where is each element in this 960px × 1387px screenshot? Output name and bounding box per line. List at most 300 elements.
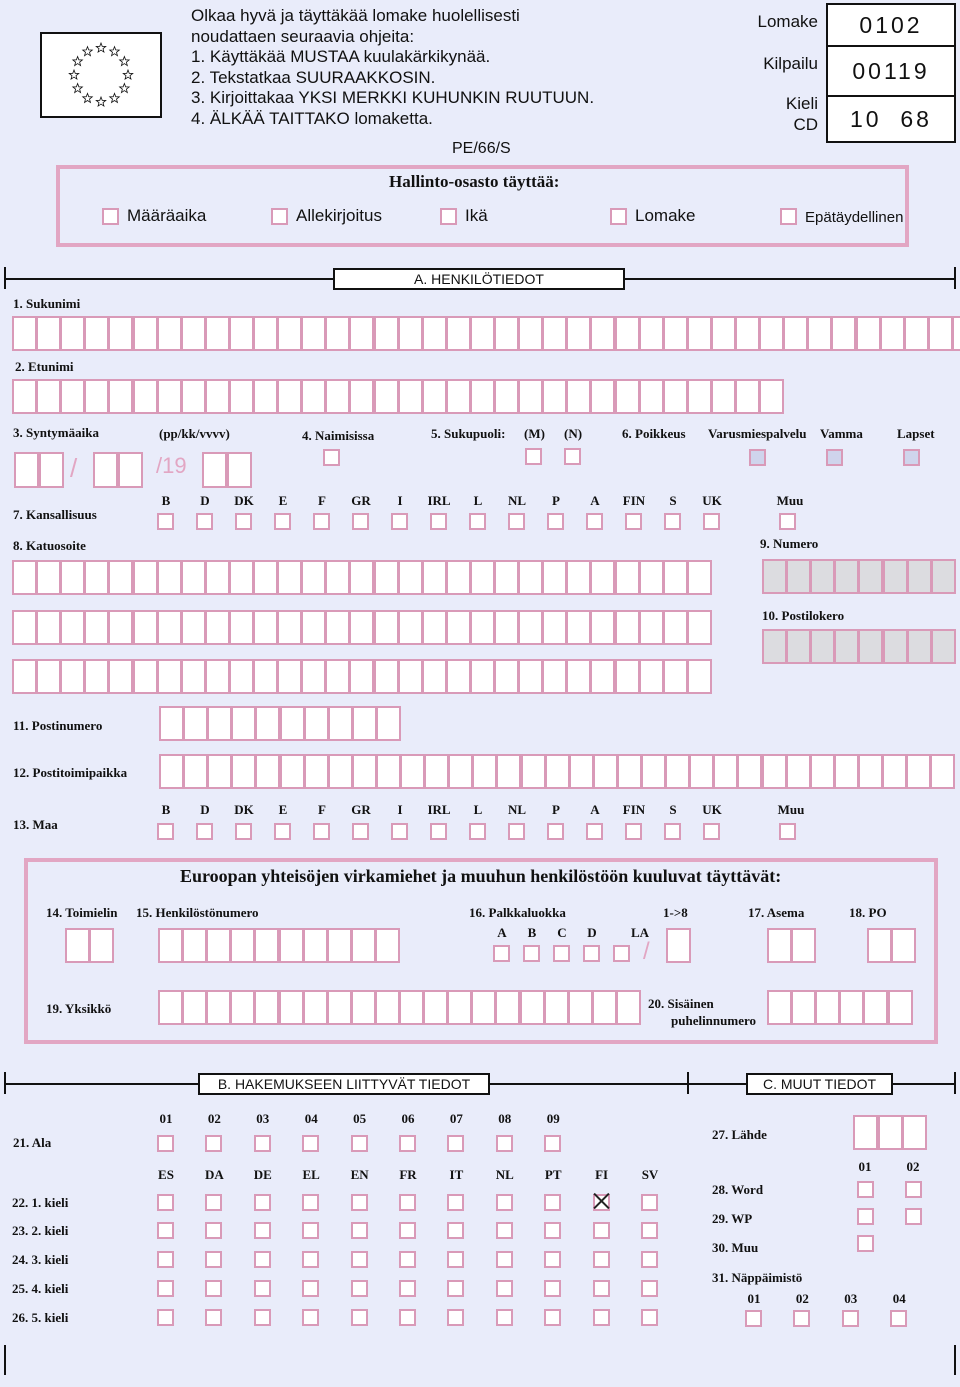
etunimi-cell[interactable] xyxy=(735,379,760,414)
katuosoite-cell[interactable] xyxy=(325,560,350,595)
ala-checkbox-07[interactable] xyxy=(447,1135,464,1152)
checkbox-vamma[interactable] xyxy=(826,449,843,466)
katuosoite-cell[interactable] xyxy=(301,610,326,645)
katuosoite-cell[interactable] xyxy=(590,659,615,694)
postitoimipaikka-cell[interactable] xyxy=(762,754,787,789)
sisainen-puhelin-cell[interactable] xyxy=(863,990,888,1025)
birth-date-cell[interactable] xyxy=(39,452,64,488)
keyboard-checkbox-04[interactable] xyxy=(890,1310,907,1327)
maa-checkbox-dk[interactable] xyxy=(235,823,252,840)
kansallisuus-checkbox-irl[interactable] xyxy=(430,513,447,530)
postitoimipaikka-cell[interactable] xyxy=(231,754,256,789)
lang-5-checkbox-es[interactable] xyxy=(157,1309,174,1326)
checkbox-lapset[interactable] xyxy=(903,449,920,466)
katuosoite-cell[interactable] xyxy=(36,610,61,645)
yksikko-cell[interactable] xyxy=(230,990,255,1025)
lang-5-checkbox-fr[interactable] xyxy=(399,1309,416,1326)
katuosoite-cell[interactable] xyxy=(446,610,471,645)
postilokero-cell[interactable] xyxy=(762,629,787,664)
sukunimi-cell[interactable] xyxy=(807,316,832,351)
lang-5-checkbox-da[interactable] xyxy=(205,1309,222,1326)
ala-checkbox-04[interactable] xyxy=(302,1135,319,1152)
postitoimipaikka-cell[interactable] xyxy=(882,754,907,789)
postinumero-cell[interactable] xyxy=(255,706,280,741)
grade-checkbox-a[interactable] xyxy=(493,945,510,962)
sukunimi-cell[interactable] xyxy=(952,316,960,351)
etunimi-cell[interactable] xyxy=(229,379,254,414)
yksikko-cell[interactable] xyxy=(520,990,545,1025)
sisainen-puhelin-cell[interactable] xyxy=(839,990,864,1025)
sukunimi-cell[interactable] xyxy=(157,316,182,351)
katuosoite-cell[interactable] xyxy=(253,560,278,595)
sukunimi-cell[interactable] xyxy=(60,316,85,351)
kansallisuus-checkbox-f[interactable] xyxy=(313,513,330,530)
checkbox-word-01[interactable] xyxy=(857,1181,874,1198)
henkilostonumero-cell[interactable] xyxy=(230,928,255,963)
sukunimi-cell[interactable] xyxy=(735,316,760,351)
yksikko-cell[interactable] xyxy=(303,990,328,1025)
katuosoite-cell[interactable] xyxy=(663,659,688,694)
yksikko-cell[interactable] xyxy=(568,990,593,1025)
sukunimi-cell[interactable] xyxy=(663,316,688,351)
lang-1-checkbox-da[interactable] xyxy=(205,1194,222,1211)
birth-date-cell[interactable] xyxy=(202,452,227,488)
maa-checkbox-uk[interactable] xyxy=(703,823,720,840)
maa-checkbox-b[interactable] xyxy=(157,823,174,840)
sukunimi-cell[interactable] xyxy=(928,316,953,351)
sisainen-puhelin-cell[interactable] xyxy=(815,990,840,1025)
lang-3-checkbox-el[interactable] xyxy=(302,1251,319,1268)
katuosoite-cell[interactable] xyxy=(470,610,495,645)
lang-4-checkbox-el[interactable] xyxy=(302,1280,319,1297)
lang-3-checkbox-fi[interactable] xyxy=(593,1251,610,1268)
katuosoite-cell[interactable] xyxy=(36,560,61,595)
postitoimipaikka-cell[interactable] xyxy=(255,754,280,789)
admin-checkbox-5[interactable] xyxy=(780,208,797,225)
henkilostonumero-cell[interactable] xyxy=(351,928,376,963)
postitoimipaikka-cell[interactable] xyxy=(496,754,521,789)
katuosoite-cell[interactable] xyxy=(374,610,399,645)
sisainen-puhelin-cell[interactable] xyxy=(888,990,913,1025)
checkbox-kansallisuus-muu[interactable] xyxy=(779,513,796,530)
lang-2-checkbox-en[interactable] xyxy=(351,1222,368,1239)
postinumero-cell[interactable] xyxy=(159,706,184,741)
keyboard-checkbox-01[interactable] xyxy=(745,1310,762,1327)
maa-checkbox-nl[interactable] xyxy=(508,823,525,840)
lang-4-checkbox-en[interactable] xyxy=(351,1280,368,1297)
katuosoite-cell[interactable] xyxy=(566,659,591,694)
postinumero-cell[interactable] xyxy=(304,706,329,741)
kansallisuus-checkbox-i[interactable] xyxy=(391,513,408,530)
katuosoite-cell[interactable] xyxy=(181,610,206,645)
katuosoite-cell[interactable] xyxy=(590,560,615,595)
katuosoite-cell[interactable] xyxy=(542,610,567,645)
postilokero-cell[interactable] xyxy=(931,629,956,664)
numero-cell[interactable] xyxy=(931,559,956,594)
asema-cell[interactable] xyxy=(791,928,816,963)
postitoimipaikka-cell[interactable] xyxy=(737,754,762,789)
ala-checkbox-08[interactable] xyxy=(496,1135,513,1152)
kansallisuus-checkbox-l[interactable] xyxy=(469,513,486,530)
henkilostonumero-cell[interactable] xyxy=(327,928,352,963)
numero-cell[interactable] xyxy=(834,559,859,594)
lang-4-checkbox-fi[interactable] xyxy=(593,1280,610,1297)
lang-1-checkbox-de[interactable] xyxy=(254,1194,271,1211)
lang-5-checkbox-fi[interactable] xyxy=(593,1309,610,1326)
yksikko-cell[interactable] xyxy=(254,990,279,1025)
katuosoite-cell[interactable] xyxy=(663,610,688,645)
numero-cell[interactable] xyxy=(858,559,883,594)
kansallisuus-checkbox-fin[interactable] xyxy=(625,513,642,530)
postitoimipaikka-cell[interactable] xyxy=(593,754,618,789)
katuosoite-cell[interactable] xyxy=(84,560,109,595)
toimielin-cell[interactable] xyxy=(89,928,114,963)
katuosoite-cell[interactable] xyxy=(205,560,230,595)
postitoimipaikka-cell[interactable] xyxy=(641,754,666,789)
lang-2-checkbox-it[interactable] xyxy=(447,1222,464,1239)
katuosoite-cell[interactable] xyxy=(374,560,399,595)
katuosoite-cell[interactable] xyxy=(229,610,254,645)
checkbox-wp-02[interactable] xyxy=(905,1208,922,1225)
maa-checkbox-p[interactable] xyxy=(547,823,564,840)
sisainen-puhelin-cell[interactable] xyxy=(791,990,816,1025)
sukunimi-cell[interactable] xyxy=(374,316,399,351)
etunimi-cell[interactable] xyxy=(542,379,567,414)
sukunimi-cell[interactable] xyxy=(398,316,423,351)
postitoimipaikka-cell[interactable] xyxy=(665,754,690,789)
yksikko-cell[interactable] xyxy=(375,990,400,1025)
katuosoite-cell[interactable] xyxy=(687,610,712,645)
katuosoite-cell[interactable] xyxy=(615,560,640,595)
ala-checkbox-03[interactable] xyxy=(254,1135,271,1152)
maa-checkbox-f[interactable] xyxy=(313,823,330,840)
katuosoite-cell[interactable] xyxy=(60,610,85,645)
maa-checkbox-s[interactable] xyxy=(664,823,681,840)
etunimi-cell[interactable] xyxy=(60,379,85,414)
etunimi-cell[interactable] xyxy=(398,379,423,414)
katuosoite-cell[interactable] xyxy=(422,659,447,694)
numero-cell[interactable] xyxy=(762,559,787,594)
postitoimipaikka-cell[interactable] xyxy=(834,754,859,789)
etunimi-cell[interactable] xyxy=(133,379,158,414)
etunimi-cell[interactable] xyxy=(36,379,61,414)
checkbox-word-02[interactable] xyxy=(905,1181,922,1198)
katuosoite-cell[interactable] xyxy=(687,560,712,595)
etunimi-cell[interactable] xyxy=(518,379,543,414)
henkilostonumero-cell[interactable] xyxy=(206,928,231,963)
sukunimi-cell[interactable] xyxy=(494,316,519,351)
katuosoite-cell[interactable] xyxy=(542,659,567,694)
sukunimi-cell[interactable] xyxy=(542,316,567,351)
maa-checkbox-l[interactable] xyxy=(469,823,486,840)
postitoimipaikka-cell[interactable] xyxy=(400,754,425,789)
maa-checkbox-i[interactable] xyxy=(391,823,408,840)
numero-cell[interactable] xyxy=(907,559,932,594)
sukunimi-cell[interactable] xyxy=(470,316,495,351)
lang-3-checkbox-pt[interactable] xyxy=(544,1251,561,1268)
sukunimi-cell[interactable] xyxy=(108,316,133,351)
etunimi-cell[interactable] xyxy=(494,379,519,414)
lang-5-checkbox-en[interactable] xyxy=(351,1309,368,1326)
lang-1-checkbox-fi[interactable] xyxy=(593,1194,610,1211)
sukunimi-cell[interactable] xyxy=(831,316,856,351)
postitoimipaikka-cell[interactable] xyxy=(689,754,714,789)
lang-1-checkbox-it[interactable] xyxy=(447,1194,464,1211)
sukunimi-cell[interactable] xyxy=(639,316,664,351)
sukunimi-cell[interactable] xyxy=(446,316,471,351)
lang-5-checkbox-pt[interactable] xyxy=(544,1309,561,1326)
etunimi-cell[interactable] xyxy=(687,379,712,414)
katuosoite-cell[interactable] xyxy=(277,560,302,595)
katuosoite-cell[interactable] xyxy=(229,659,254,694)
yksikko-cell[interactable] xyxy=(327,990,352,1025)
ala-checkbox-02[interactable] xyxy=(205,1135,222,1152)
yksikko-cell[interactable] xyxy=(544,990,569,1025)
kansallisuus-checkbox-s[interactable] xyxy=(664,513,681,530)
lang-1-checkbox-nl[interactable] xyxy=(496,1194,513,1211)
sukunimi-cell[interactable] xyxy=(12,316,37,351)
lang-3-checkbox-sv[interactable] xyxy=(641,1251,658,1268)
sukunimi-cell[interactable] xyxy=(590,316,615,351)
etunimi-cell[interactable] xyxy=(349,379,374,414)
yksikko-cell[interactable] xyxy=(399,990,424,1025)
lang-4-checkbox-nl[interactable] xyxy=(496,1280,513,1297)
po-cell[interactable] xyxy=(891,928,916,963)
postilokero-cell[interactable] xyxy=(907,629,932,664)
sukunimi-cell[interactable] xyxy=(301,316,326,351)
kansallisuus-checkbox-d[interactable] xyxy=(196,513,213,530)
sukunimi-cell[interactable] xyxy=(880,316,905,351)
kansallisuus-checkbox-nl[interactable] xyxy=(508,513,525,530)
lang-2-checkbox-sv[interactable] xyxy=(641,1222,658,1239)
etunimi-cell[interactable] xyxy=(759,379,784,414)
sukunimi-cell[interactable] xyxy=(687,316,712,351)
etunimi-cell[interactable] xyxy=(301,379,326,414)
postilokero-cell[interactable] xyxy=(834,629,859,664)
checkbox-varusmiespalvelu[interactable] xyxy=(749,449,766,466)
etunimi-cell[interactable] xyxy=(84,379,109,414)
sukunimi-cell[interactable] xyxy=(205,316,230,351)
lang-1-checkbox-pt[interactable] xyxy=(544,1194,561,1211)
katuosoite-cell[interactable] xyxy=(518,560,543,595)
postitoimipaikka-cell[interactable] xyxy=(207,754,232,789)
katuosoite-cell[interactable] xyxy=(157,659,182,694)
katuosoite-cell[interactable] xyxy=(181,560,206,595)
katuosoite-cell[interactable] xyxy=(422,610,447,645)
lang-3-checkbox-de[interactable] xyxy=(254,1251,271,1268)
katuosoite-cell[interactable] xyxy=(470,560,495,595)
sukunimi-cell[interactable] xyxy=(783,316,808,351)
checkbox-maa-muu[interactable] xyxy=(779,823,796,840)
katuosoite-cell[interactable] xyxy=(301,560,326,595)
yksikko-cell[interactable] xyxy=(592,990,617,1025)
grade-checkbox-la[interactable] xyxy=(613,945,630,962)
katuosoite-cell[interactable] xyxy=(229,560,254,595)
maa-checkbox-gr[interactable] xyxy=(352,823,369,840)
lang-4-checkbox-pt[interactable] xyxy=(544,1280,561,1297)
katuosoite-cell[interactable] xyxy=(398,610,423,645)
lang-2-checkbox-fi[interactable] xyxy=(593,1222,610,1239)
katuosoite-cell[interactable] xyxy=(518,659,543,694)
postitoimipaikka-cell[interactable] xyxy=(810,754,835,789)
checkbox-sukupuoli-n[interactable] xyxy=(564,448,581,465)
postitoimipaikka-cell[interactable] xyxy=(858,754,883,789)
katuosoite-cell[interactable] xyxy=(639,560,664,595)
palkkaluokka-step-cell[interactable] xyxy=(666,928,691,963)
postinumero-cell[interactable] xyxy=(328,706,353,741)
asema-cell[interactable] xyxy=(767,928,792,963)
sisainen-puhelin-cell[interactable] xyxy=(767,990,792,1025)
lang-4-checkbox-es[interactable] xyxy=(157,1280,174,1297)
sukunimi-cell[interactable] xyxy=(36,316,61,351)
postinumero-cell[interactable] xyxy=(231,706,256,741)
ala-checkbox-09[interactable] xyxy=(544,1135,561,1152)
birth-date-cell[interactable] xyxy=(93,452,118,488)
ala-checkbox-01[interactable] xyxy=(157,1135,174,1152)
lang-5-checkbox-nl[interactable] xyxy=(496,1309,513,1326)
lang-2-checkbox-pt[interactable] xyxy=(544,1222,561,1239)
katuosoite-cell[interactable] xyxy=(542,560,567,595)
katuosoite-cell[interactable] xyxy=(615,610,640,645)
postilokero-cell[interactable] xyxy=(810,629,835,664)
kansallisuus-checkbox-uk[interactable] xyxy=(703,513,720,530)
etunimi-cell[interactable] xyxy=(374,379,399,414)
lang-1-checkbox-fr[interactable] xyxy=(399,1194,416,1211)
kansallisuus-checkbox-p[interactable] xyxy=(547,513,564,530)
maa-checkbox-a[interactable] xyxy=(586,823,603,840)
grade-checkbox-d[interactable] xyxy=(583,945,600,962)
yksikko-cell[interactable] xyxy=(206,990,231,1025)
admin-checkbox-2[interactable] xyxy=(271,208,288,225)
lang-2-checkbox-fr[interactable] xyxy=(399,1222,416,1239)
maa-checkbox-irl[interactable] xyxy=(430,823,447,840)
kansallisuus-checkbox-gr[interactable] xyxy=(352,513,369,530)
lang-3-checkbox-da[interactable] xyxy=(205,1251,222,1268)
katuosoite-cell[interactable] xyxy=(253,610,278,645)
etunimi-cell[interactable] xyxy=(205,379,230,414)
katuosoite-cell[interactable] xyxy=(277,659,302,694)
postitoimipaikka-cell[interactable] xyxy=(521,754,546,789)
birth-date-cell[interactable] xyxy=(14,452,39,488)
postitoimipaikka-cell[interactable] xyxy=(280,754,305,789)
kansallisuus-checkbox-dk[interactable] xyxy=(235,513,252,530)
admin-checkbox-4[interactable] xyxy=(610,208,627,225)
postinumero-cell[interactable] xyxy=(280,706,305,741)
etunimi-cell[interactable] xyxy=(422,379,447,414)
etunimi-cell[interactable] xyxy=(253,379,278,414)
lang-3-checkbox-en[interactable] xyxy=(351,1251,368,1268)
postitoimipaikka-cell[interactable] xyxy=(424,754,449,789)
katuosoite-cell[interactable] xyxy=(60,560,85,595)
postitoimipaikka-cell[interactable] xyxy=(159,754,184,789)
katuosoite-cell[interactable] xyxy=(566,610,591,645)
lang-5-checkbox-el[interactable] xyxy=(302,1309,319,1326)
yksikko-cell[interactable] xyxy=(423,990,448,1025)
postitoimipaikka-cell[interactable] xyxy=(304,754,329,789)
henkilostonumero-cell[interactable] xyxy=(182,928,207,963)
katuosoite-cell[interactable] xyxy=(108,560,133,595)
postitoimipaikka-cell[interactable] xyxy=(545,754,570,789)
sukunimi-cell[interactable] xyxy=(133,316,158,351)
katuosoite-cell[interactable] xyxy=(422,560,447,595)
etunimi-cell[interactable] xyxy=(711,379,736,414)
yksikko-cell[interactable] xyxy=(471,990,496,1025)
lang-3-checkbox-nl[interactable] xyxy=(496,1251,513,1268)
lang-4-checkbox-sv[interactable] xyxy=(641,1280,658,1297)
katuosoite-cell[interactable] xyxy=(108,610,133,645)
checkbox-naimisissa[interactable] xyxy=(323,449,340,466)
katuosoite-cell[interactable] xyxy=(325,610,350,645)
birth-date-cell[interactable] xyxy=(118,452,143,488)
numero-cell[interactable] xyxy=(883,559,908,594)
katuosoite-cell[interactable] xyxy=(446,659,471,694)
birth-date-cell[interactable] xyxy=(227,452,252,488)
katuosoite-cell[interactable] xyxy=(12,560,37,595)
katuosoite-cell[interactable] xyxy=(157,610,182,645)
postitoimipaikka-cell[interactable] xyxy=(713,754,738,789)
toimielin-cell[interactable] xyxy=(65,928,90,963)
po-cell[interactable] xyxy=(867,928,892,963)
postitoimipaikka-cell[interactable] xyxy=(183,754,208,789)
sukunimi-cell[interactable] xyxy=(566,316,591,351)
grade-checkbox-c[interactable] xyxy=(553,945,570,962)
sukunimi-cell[interactable] xyxy=(325,316,350,351)
katuosoite-cell[interactable] xyxy=(157,560,182,595)
katuosoite-cell[interactable] xyxy=(108,659,133,694)
katuosoite-cell[interactable] xyxy=(494,560,519,595)
postitoimipaikka-cell[interactable] xyxy=(472,754,497,789)
katuosoite-cell[interactable] xyxy=(446,560,471,595)
lang-4-checkbox-fr[interactable] xyxy=(399,1280,416,1297)
sukunimi-cell[interactable] xyxy=(349,316,374,351)
kansallisuus-checkbox-b[interactable] xyxy=(157,513,174,530)
katuosoite-cell[interactable] xyxy=(349,560,374,595)
lang-5-checkbox-it[interactable] xyxy=(447,1309,464,1326)
henkilostonumero-cell[interactable] xyxy=(279,928,304,963)
etunimi-cell[interactable] xyxy=(639,379,664,414)
postinumero-cell[interactable] xyxy=(207,706,232,741)
katuosoite-cell[interactable] xyxy=(639,659,664,694)
sukunimi-cell[interactable] xyxy=(181,316,206,351)
sukunimi-cell[interactable] xyxy=(229,316,254,351)
checkbox-wp-01[interactable] xyxy=(857,1208,874,1225)
etunimi-cell[interactable] xyxy=(470,379,495,414)
grade-checkbox-b[interactable] xyxy=(523,945,540,962)
yksikko-cell[interactable] xyxy=(447,990,472,1025)
lang-3-checkbox-es[interactable] xyxy=(157,1251,174,1268)
etunimi-cell[interactable] xyxy=(157,379,182,414)
etunimi-cell[interactable] xyxy=(12,379,37,414)
katuosoite-cell[interactable] xyxy=(181,659,206,694)
lang-3-checkbox-fr[interactable] xyxy=(399,1251,416,1268)
sukunimi-cell[interactable] xyxy=(615,316,640,351)
katuosoite-cell[interactable] xyxy=(518,610,543,645)
postinumero-cell[interactable] xyxy=(183,706,208,741)
lang-1-checkbox-en[interactable] xyxy=(351,1194,368,1211)
maa-checkbox-e[interactable] xyxy=(274,823,291,840)
lang-4-checkbox-it[interactable] xyxy=(447,1280,464,1297)
katuosoite-cell[interactable] xyxy=(374,659,399,694)
keyboard-checkbox-03[interactable] xyxy=(842,1310,859,1327)
katuosoite-cell[interactable] xyxy=(60,659,85,694)
etunimi-cell[interactable] xyxy=(615,379,640,414)
katuosoite-cell[interactable] xyxy=(133,560,158,595)
checkbox-muu-01[interactable] xyxy=(857,1235,874,1252)
maa-checkbox-d[interactable] xyxy=(196,823,213,840)
etunimi-cell[interactable] xyxy=(181,379,206,414)
postitoimipaikka-cell[interactable] xyxy=(448,754,473,789)
postilokero-cell[interactable] xyxy=(883,629,908,664)
